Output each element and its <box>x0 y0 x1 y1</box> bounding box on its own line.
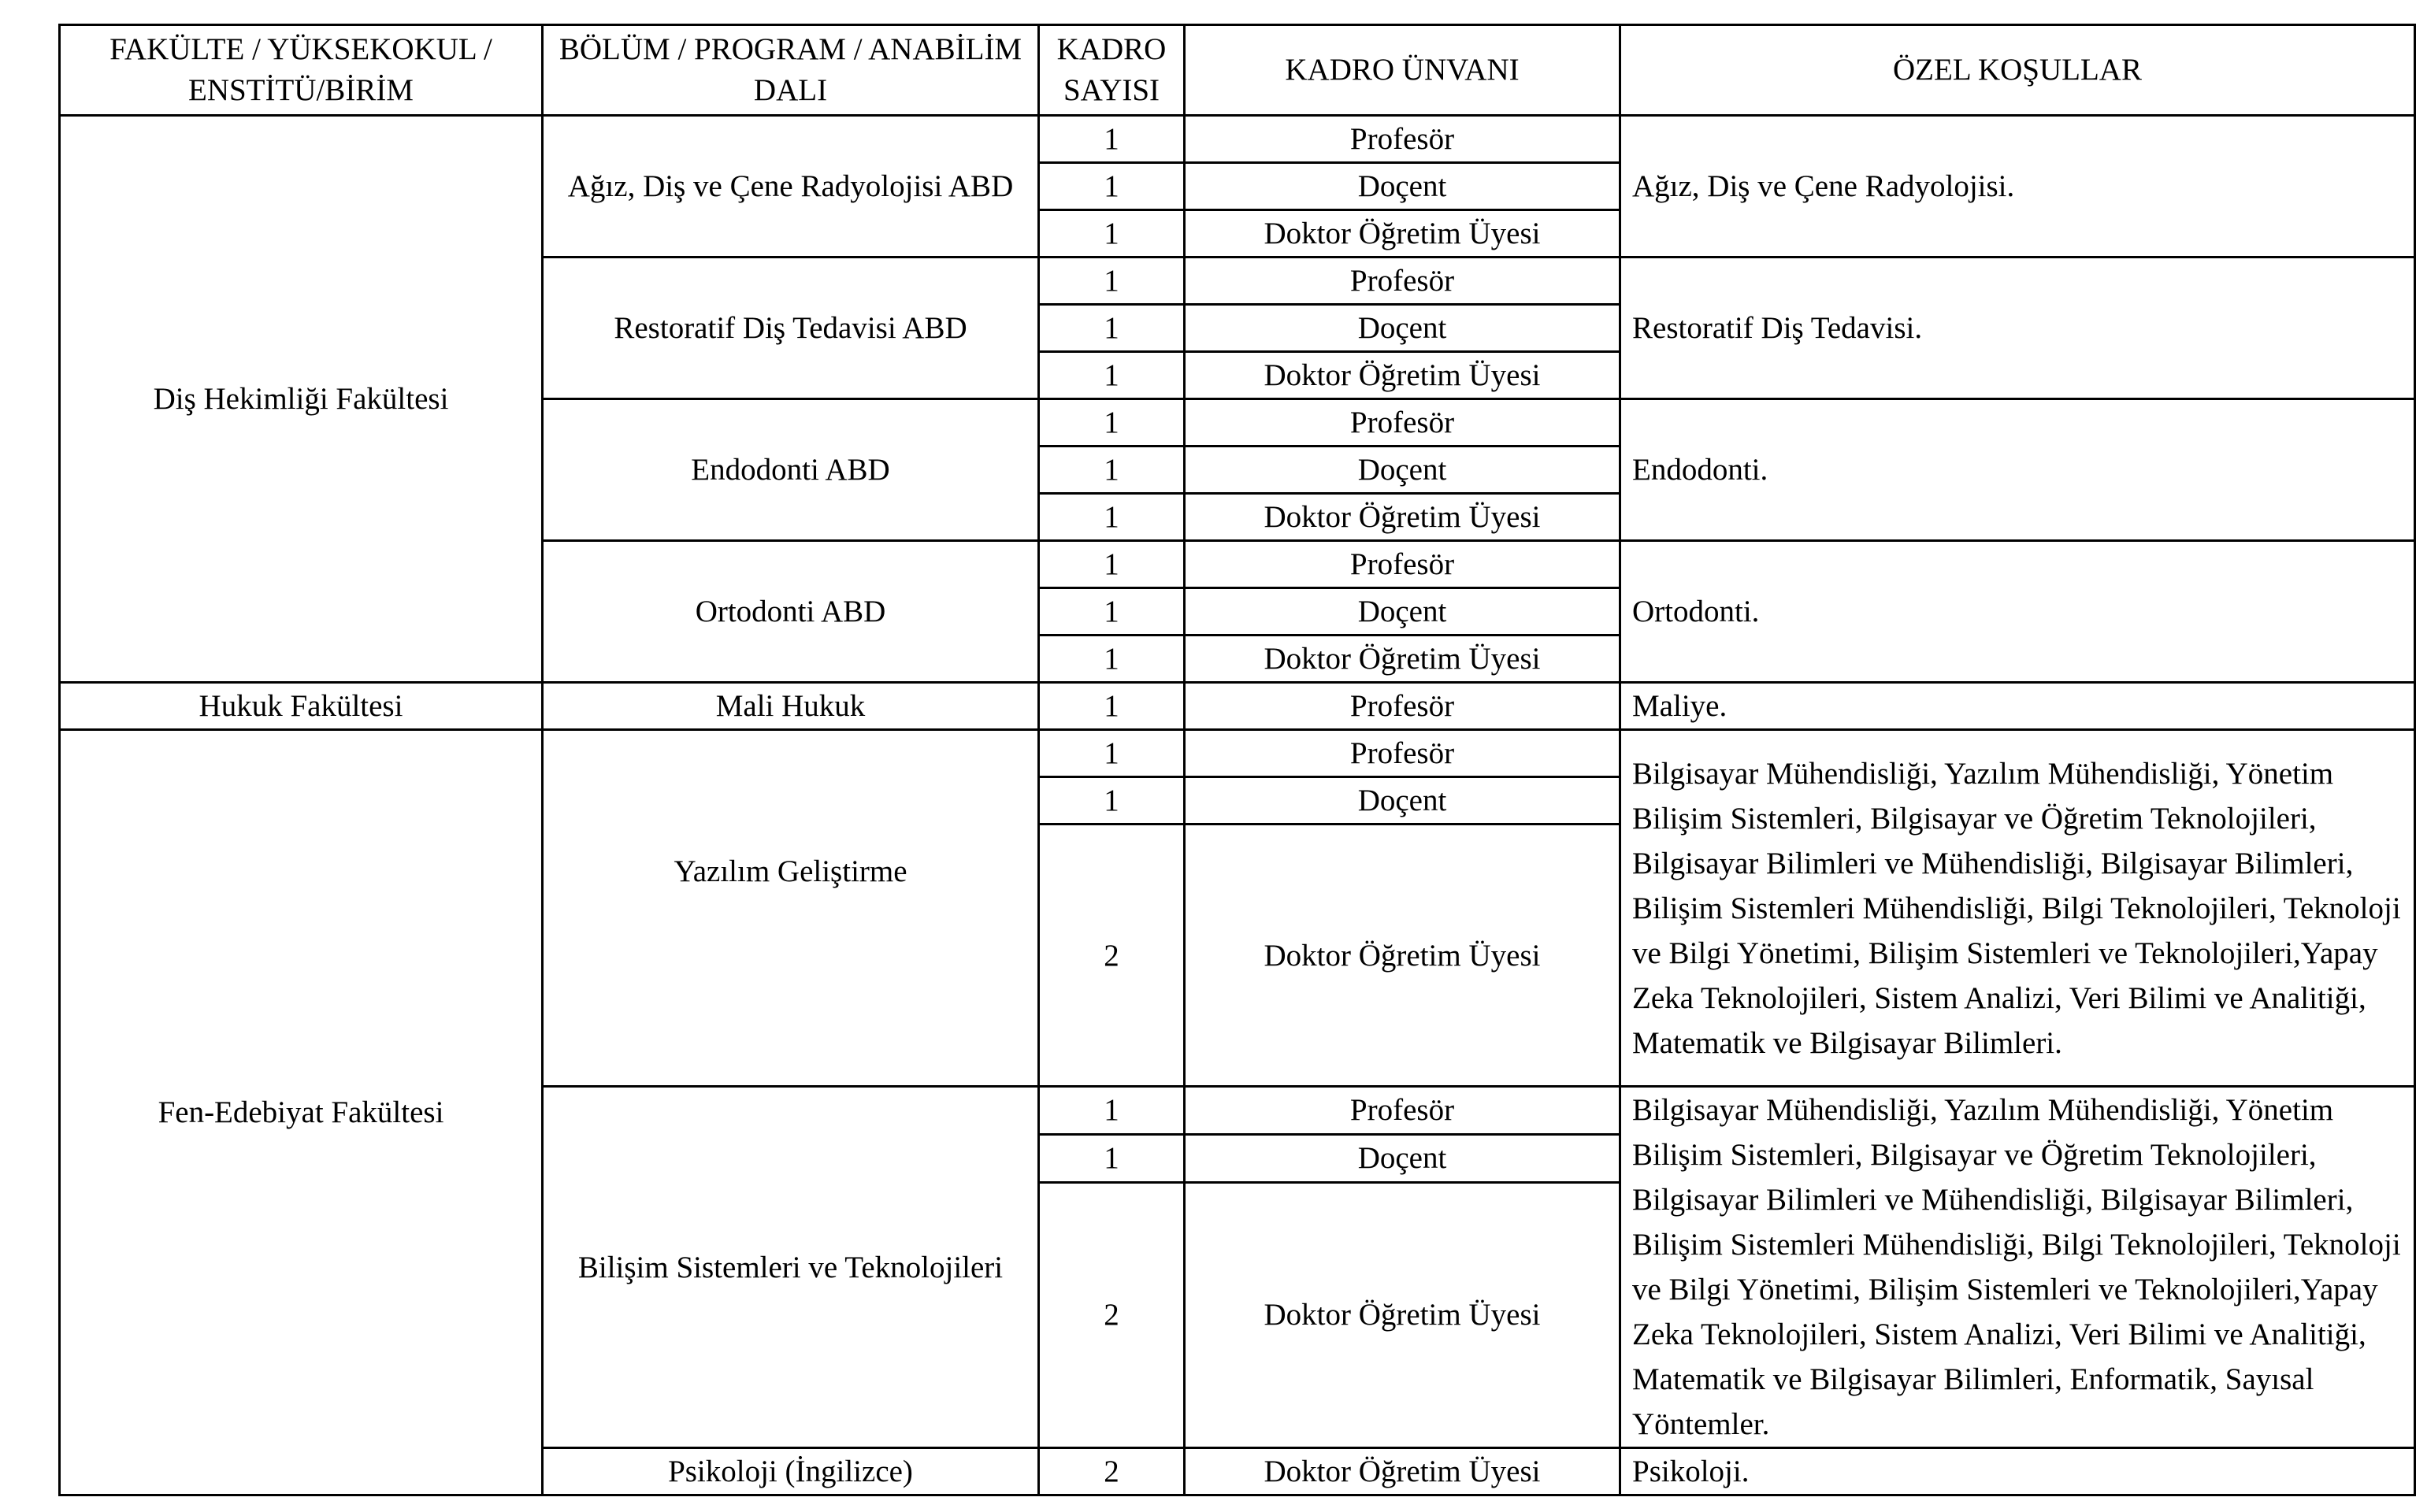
title-cell: Doçent <box>1185 777 1620 825</box>
title-cell: Doçent <box>1185 588 1620 636</box>
title-cell: Doçent <box>1185 447 1620 494</box>
count-cell: 1 <box>1039 494 1185 541</box>
count-cell: 1 <box>1039 352 1185 399</box>
count-cell: 1 <box>1039 1134 1185 1182</box>
count-cell: 1 <box>1039 258 1185 305</box>
kadro-table <box>58 24 2416 1496</box>
conditions-cell: Bilgisayar Mühendisliği, Yazılım Mühendisliği, Yönetim Bilişim Sistemleri, Bilgisayar ve Öğretim Teknolojileri, Bilgisayar Bilimleri ve Mühendisliği, Bilgisayar Bilimleri, Bilişim Sistemleri Mühendisliği, Bilgi Teknolojileri, Teknoloji ve Bilgi Yönetimi, Bilişim Sistemleri ve Teknolojileri,Yapay Zeka Teknolojileri, Sistem Analizi, Veri Bilimi ve Analitiği, Matematik ve Bilgisayar Bilimleri, Enformatik, Sayısal Yöntemler. <box>1620 1087 2415 1448</box>
count-cell: 1 <box>1039 447 1185 494</box>
header-program: BÖLÜM / PROGRAM / ANABİLİM DALI <box>543 25 1039 116</box>
conditions-cell: Endodonti. <box>1620 399 2415 541</box>
unit-cell: Diş Hekimliği Fakültesi <box>60 116 543 683</box>
count-cell: 1 <box>1039 210 1185 258</box>
conditions-cell: Maliye. <box>1620 683 2415 730</box>
count-cell: 1 <box>1039 163 1185 210</box>
table-row <box>60 683 2415 730</box>
title-cell: Profesör <box>1185 399 1620 447</box>
count-cell: 1 <box>1039 305 1185 352</box>
title-cell: Profesör <box>1185 1087 1620 1135</box>
program-cell: Endodonti ABD <box>543 399 1039 541</box>
title-cell: Profesör <box>1185 541 1620 588</box>
header-title: KADRO ÜNVANI <box>1185 25 1620 116</box>
title-cell: Doktor Öğretim Üyesi <box>1185 494 1620 541</box>
count-cell: 2 <box>1039 1448 1185 1495</box>
conditions-cell: Psikoloji. <box>1620 1448 2415 1495</box>
count-cell: 1 <box>1039 541 1185 588</box>
program-cell: Psikoloji (İngilizce) <box>543 1448 1039 1495</box>
count-cell: 1 <box>1039 730 1185 777</box>
title-cell: Profesör <box>1185 730 1620 777</box>
program-cell: Ağız, Diş ve Çene Radyolojisi ABD <box>543 116 1039 258</box>
count-cell: 1 <box>1039 399 1185 447</box>
program-cell: Mali Hukuk <box>543 683 1039 730</box>
title-cell: Doktor Öğretim Üyesi <box>1185 1448 1620 1495</box>
header-conditions: ÖZEL KOŞULLAR <box>1620 25 2415 116</box>
conditions-cell: Ağız, Diş ve Çene Radyolojisi. <box>1620 116 2415 258</box>
count-cell: 2 <box>1039 825 1185 1087</box>
count-cell: 1 <box>1039 636 1185 683</box>
header-row <box>60 25 2415 116</box>
conditions-cell: Restoratif Diş Tedavisi. <box>1620 258 2415 399</box>
title-cell: Doktor Öğretim Üyesi <box>1185 636 1620 683</box>
title-cell: Doktor Öğretim Üyesi <box>1185 352 1620 399</box>
title-cell: Doçent <box>1185 305 1620 352</box>
program-cell: Ortodonti ABD <box>543 541 1039 683</box>
header-count: KADRO SAYISI <box>1039 25 1185 116</box>
count-cell: 1 <box>1039 683 1185 730</box>
count-cell: 1 <box>1039 1087 1185 1135</box>
title-cell: Doktor Öğretim Üyesi <box>1185 210 1620 258</box>
title-cell: Doçent <box>1185 1134 1620 1182</box>
program-cell: Yazılım Geliştirme <box>543 730 1039 1087</box>
title-cell: Doktor Öğretim Üyesi <box>1185 825 1620 1087</box>
unit-cell: Hukuk Fakültesi <box>60 683 543 730</box>
count-cell: 1 <box>1039 116 1185 163</box>
unit-cell: Fen-Edebiyat Fakültesi <box>60 730 543 1495</box>
program-cell: Restoratif Diş Tedavisi ABD <box>543 258 1039 399</box>
title-cell: Doktor Öğretim Üyesi <box>1185 1182 1620 1447</box>
conditions-cell: Bilgisayar Mühendisliği, Yazılım Mühendisliği, Yönetim Bilişim Sistemleri, Bilgisayar ve Öğretim Teknolojileri, Bilgisayar Bilimleri ve Mühendisliği, Bilgisayar Bilimleri, Bilişim Sistemleri Mühendisliği, Bilgi Teknolojileri, Teknoloji ve Bilgi Yönetimi, Bilişim Sistemleri ve Teknolojileri,Yapay Zeka Teknolojileri, Sistem Analizi, Veri Bilimi ve Analitiği, Matematik ve Bilgisayar Bilimleri. <box>1620 730 2415 1087</box>
count-cell: 2 <box>1039 1182 1185 1447</box>
program-cell: Bilişim Sistemleri ve Teknolojileri <box>543 1087 1039 1448</box>
count-cell: 1 <box>1039 777 1185 825</box>
conditions-cell: Ortodonti. <box>1620 541 2415 683</box>
title-cell: Profesör <box>1185 683 1620 730</box>
title-cell: Profesör <box>1185 116 1620 163</box>
title-cell: Profesör <box>1185 258 1620 305</box>
header-unit: FAKÜLTE / YÜKSEKOKUL / ENSTİTÜ/BİRİM <box>60 25 543 116</box>
count-cell: 1 <box>1039 588 1185 636</box>
table-row <box>60 116 2415 163</box>
table-row <box>60 730 2415 777</box>
title-cell: Doçent <box>1185 163 1620 210</box>
